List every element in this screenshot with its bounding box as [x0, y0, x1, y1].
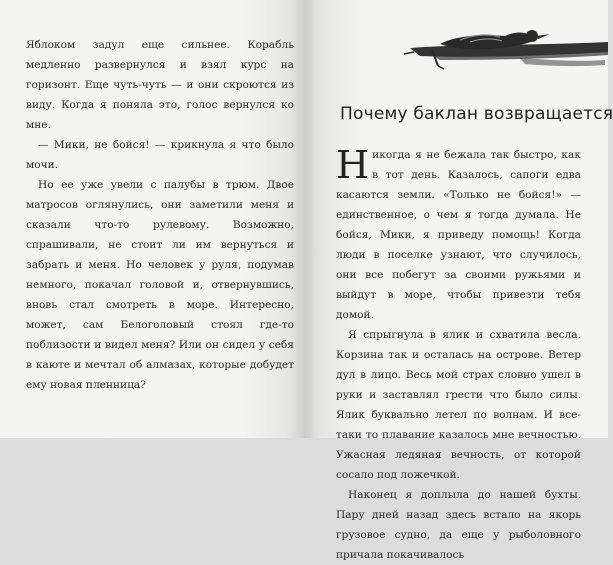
right-page-text	[336, 145, 581, 565]
drop-cap: Н	[336, 143, 370, 187]
cormorant-illustration	[400, 22, 608, 82]
left-page	[0, 0, 304, 438]
left-page-text	[26, 35, 294, 395]
paragraph: Наконец я доплыла до нашей бухты. Пару дней назад здесь встало на якорь грузовое судно, да еще у рыболовного причала покачивалось	[336, 489, 581, 561]
paragraph: Я спрыгнула в ялик и схватила весла. Корзина так и осталась на острове. Ветер дул в лицо. Весь мой страх словно ушел в руки и заставлял грести что было силы. Ялик буквально летел по волнам. И все-таки то плавание казалось мне вечностью. Ужасная ледяная вечность, от которой сосало под ложечкой.	[336, 329, 581, 481]
paragraph: Яблоком задул еще сильнее. Корабль медленно развернулся и взял курс на горизонт. Еще чуть-чуть — и они скроются из виду. Когда я поняла это, голос вернулся ко мне.	[26, 39, 294, 131]
first-paragraph	[336, 145, 581, 325]
first-paragraph-text: икогда я не бежала так быстро, как в тот день. Казалось, сапоги едва касаются земли. «Только не бойся!» — единственное, о чем я тогда думала. Не бойся, Мики, я приведу помощь! Когда люди в поселке узнают, что случилось, они все побегут за своими ружьями и выйдут в море, чтобы привезти тебя домой.	[336, 149, 581, 321]
paragraph: — Мики, не бойся! — крикнула я что было мочи.	[26, 139, 294, 171]
chapter-title: Почему баклан возвращается	[340, 104, 613, 124]
paragraph: Но ее уже увели с палубы в трюм. Двое матросов оглянулись, они заметили меня и сказали что-то рулевому. Возможно, спрашивали, не стоит ли им вернуться и забрать и меня. Но человек у руля, подумав немного, покачал головой и, отвернувшись, вновь стал смотреть в море. Интересно, может, сам Белоголовый стоял где-то поблизости и видел меня? Или он сидел у себя в каюте и мечтал об алмазах, которые добудет ему новая пленница?	[26, 179, 294, 391]
